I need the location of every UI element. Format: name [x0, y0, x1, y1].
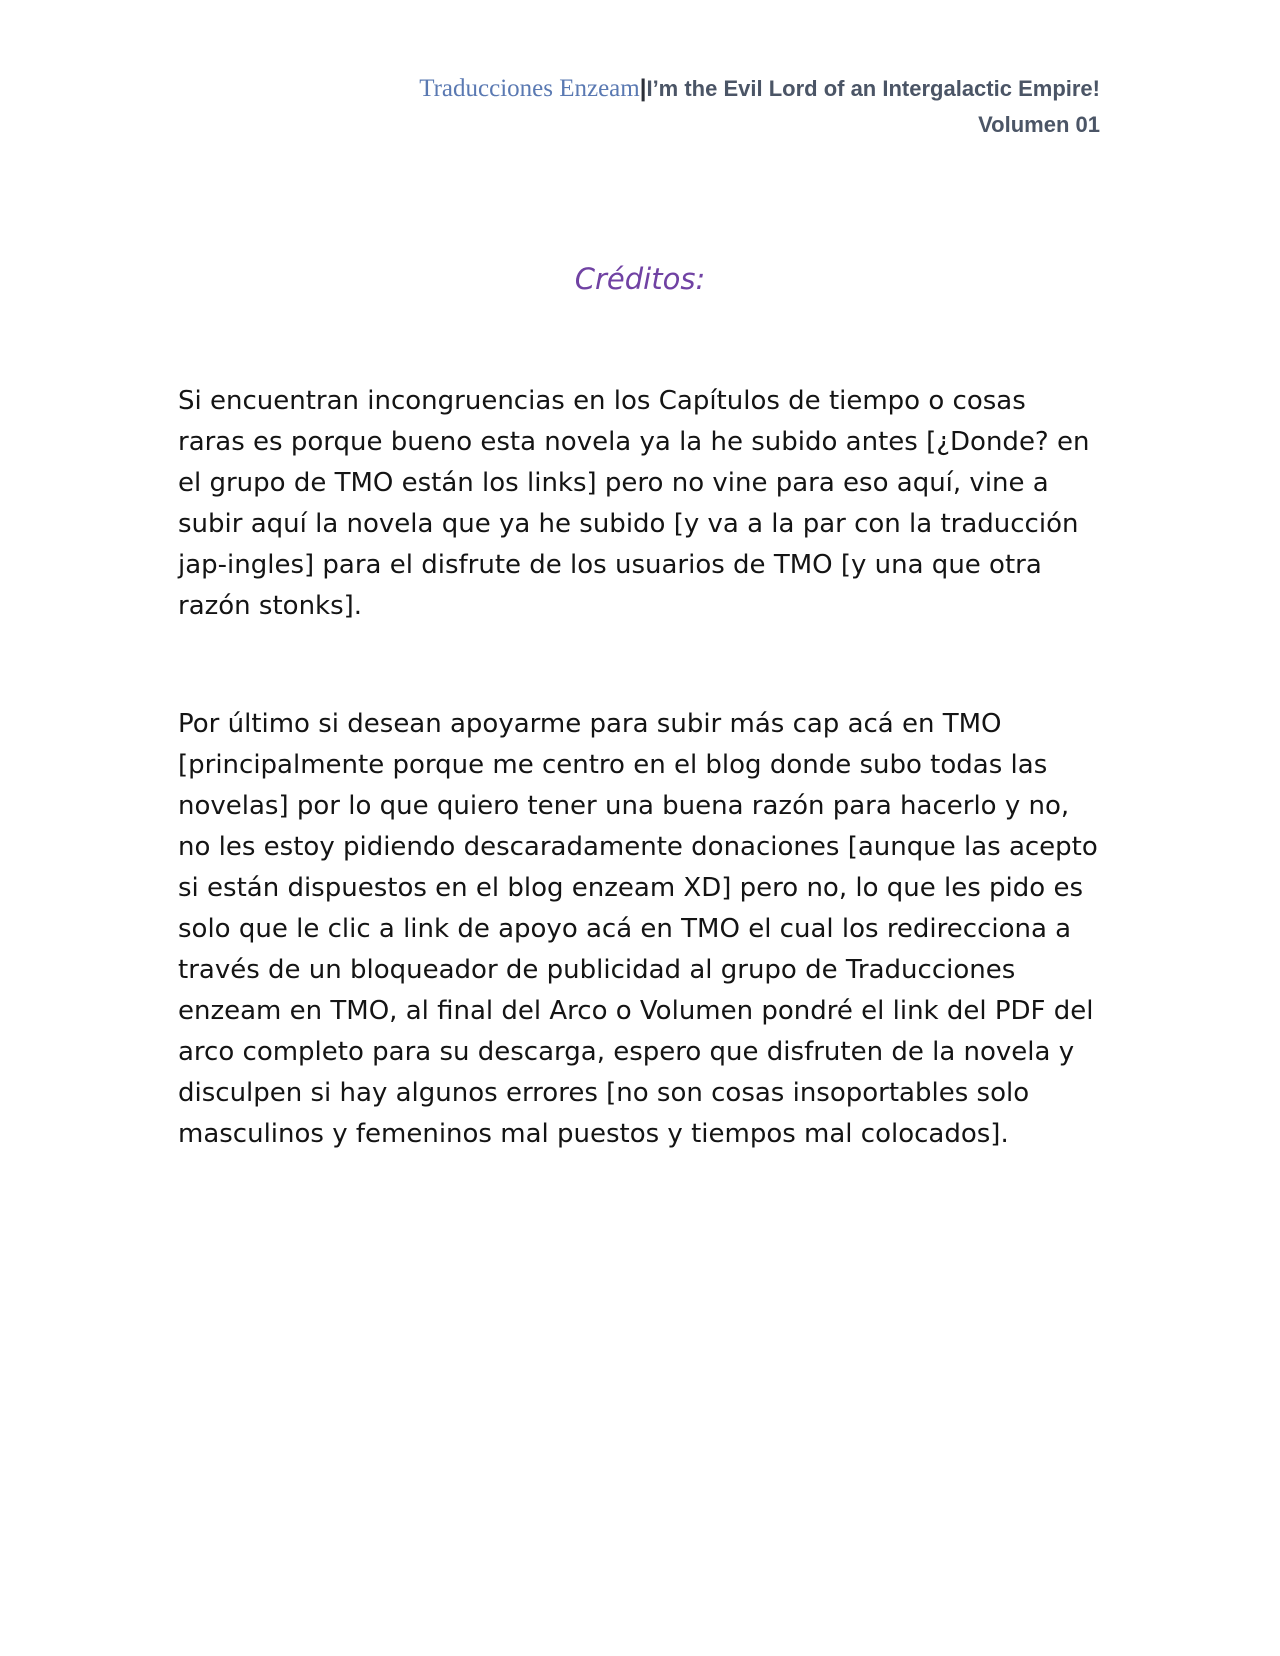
page-title: Créditos:: [574, 262, 706, 296]
header-group-name: Traducciones Enzeam: [419, 75, 640, 102]
header-line-1: [340, 72, 1100, 108]
paragraph-1: Si encuentran incongruencias en los Capítulos de tiempo o cosas raras es porque bueno esta novela ya la he subido antes [¿Donde? en el grupo de TMO están los links] pero no vine para eso aquí, vine a subir aquí la novela que ya he subido [y va a la par con la traducción jap-ingles] para el disfrute de los usuarios de TMO [y una que otra razón stonks].: [178, 386, 1090, 621]
header-separator: |: [639, 75, 647, 102]
page-header: [340, 72, 1100, 141]
header-novel-title: I’m the Evil Lord of an Intergalactic Empire!: [646, 76, 1100, 101]
header-volume: Volumen 01: [978, 112, 1100, 137]
paragraph-2: Por último si desean apoyarme para subir más cap acá en TMO [principalmente porque me centro en el blog donde subo todas las novelas] por lo que quiero tener una buena razón para hacerlo y no, no les estoy pidiendo descaradamente donaciones [aunque las acepto si están dispuestos en el blog enzeam XD] pero no, lo que les pido es solo que le clic a link de apoyo acá en TMO el cual los redirecciona a través de un bloqueador de publicidad al grupo de Traducciones enzeam en TMO, al final del Arco o Volumen pondré el link del PDF del arco completo para su descarga, espero que disfruten de la novela y disculpen si hay algunos errores [no son cosas insoportables solo masculinos y femeninos mal puestos y tiempos mal colocados].: [178, 709, 1098, 1149]
